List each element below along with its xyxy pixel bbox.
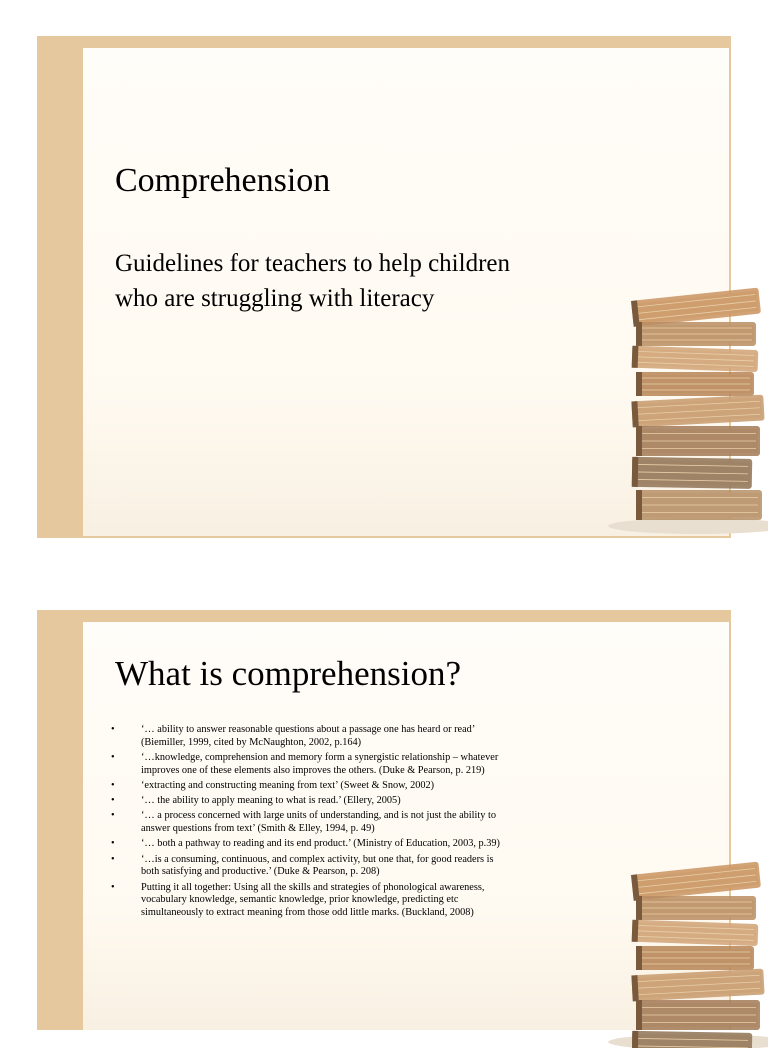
bullet-item [111,724,511,750]
bullet-text: ‘…is a consuming, continuous, and complex activity, but one that, for good readers is both satisfying and productive.’ (Duke & Pearson, p. 208) [141,853,494,878]
slide-2-body [83,622,729,1030]
bullet-item [111,810,511,836]
bullet-item [111,838,511,851]
bullet-dot: • [111,724,115,735]
bullet-item [111,752,511,778]
bullet-dot: • [111,838,115,850]
book [632,346,759,372]
book [632,920,759,946]
bullet-list [111,724,511,922]
book [632,457,753,489]
slide-2 [37,610,731,1030]
book [636,896,756,920]
bullet-item [111,795,511,808]
slide-1-subtitle: Guidelines for teachers to help children who are struggling with literacy [115,250,510,312]
book [636,1000,760,1030]
bullet-dot: • [111,853,115,865]
slide-1-body [83,48,729,536]
bullet-item [111,780,511,793]
bullet-text: ‘…knowledge, comprehension and memory form a synergistic relationship – whatever improves one of these elements also improves the others. (Duke & Pearson, p. 219) [141,751,499,776]
bullet-text: ‘… ability to answer reasonable questions about a passage one has heard or read’ (Biemiller, 1999, cited by McNaughton, 2002, p.164) [141,724,475,748]
slide-1 [37,36,731,538]
slide-2-title: What is comprehension? [115,654,462,693]
bullet-text: ‘… the ability to apply meaning to what is read.’ (Ellery, 2005) [141,795,401,807]
book [636,490,762,520]
bullet-dot: • [111,881,115,893]
book [636,946,754,970]
book [632,1031,753,1048]
book-shadow [608,518,768,534]
bullet-dot: • [111,810,115,822]
slide-1-title: Comprehension [115,162,331,199]
book [631,288,761,327]
bullet-dot: • [111,795,115,807]
bullet-text: ‘… both a pathway to reading and its end product.’ (Ministry of Education, 2003, p.39) [141,838,500,850]
book [636,426,760,456]
book [636,372,754,396]
bullet-dot: • [111,779,115,791]
bullet-dot: • [111,751,115,763]
bullet-text: Putting it all together: Using all the skills and strategies of phonological awareness, vocabulary knowledge, semantic knowledge, prior knowledge, predicting etc simultaneously to extract meaning from those odd little marks. (Buckland, 2008) [141,881,485,919]
book-stack-image [618,294,768,544]
book-stack-image [618,868,768,1048]
book [631,862,761,901]
book [631,969,764,1002]
book [631,395,764,428]
book [636,322,756,346]
bullet-item [111,882,511,920]
bullet-text: ‘… a process concerned with large units of understanding, and is not just the ability to answer questions from text’ (Smith & Elley, 1994, p. 49) [141,810,496,835]
bullet-text: ‘extracting and constructing meaning from text’ (Sweet & Snow, 2002) [141,779,435,791]
bullet-item [111,854,511,880]
